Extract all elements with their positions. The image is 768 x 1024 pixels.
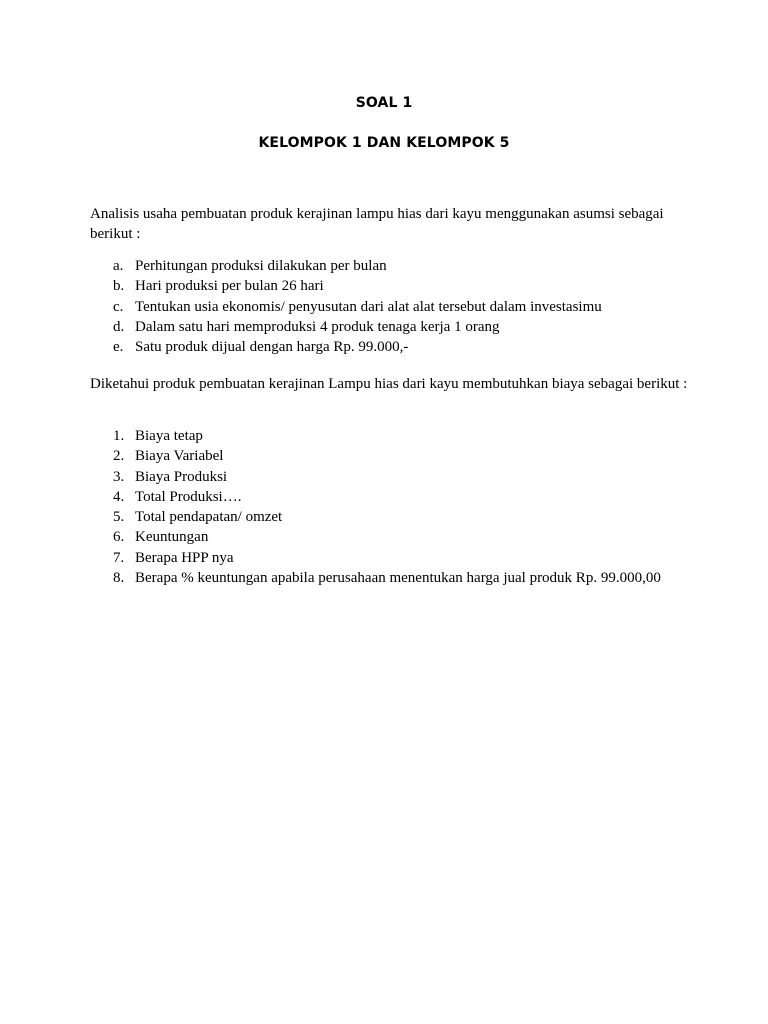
assumptions-intro: Analisis usaha pembuatan produk kerajinan lampu hias dari kayu menggunakan asumsi sebagai berikut : [90,206,664,242]
list-item-text: Berapa % keuntungan apabila perusahaan menentukan harga jual produk Rp. 99.000,00 [135,570,661,587]
list-marker: 4. [113,488,125,505]
list-item-text: Satu produk dijual dengan harga Rp. 99.000,- [135,339,409,356]
questions-list [90,426,710,588]
list-marker: b. [113,278,125,295]
list-item [90,256,710,276]
list-item-text: Tentukan usia ekonomis/ penyusutan dari alat alat tersebut dalam investasimu [135,298,602,315]
list-item-text: Perhitungan produksi dilakukan per bulan [135,258,387,274]
list-item [90,446,710,466]
list-item-text: Biaya Variabel [135,448,224,465]
list-item [90,337,710,357]
list-item-text: Dalam satu hari memproduksi 4 produk tenaga kerja 1 orang [135,318,500,335]
list-marker: 8. [113,570,125,587]
assumptions-list [90,256,710,357]
list-item [90,317,710,337]
list-item-text: Biaya Produksi [135,468,228,485]
list-item-text: Berapa HPP nya [135,549,234,566]
list-marker: 7. [113,549,125,566]
list-item [90,507,710,527]
list-marker: c. [113,298,124,315]
list-item-text: Keuntungan [135,529,209,546]
list-item-text: Total pendapatan/ omzet [135,509,283,526]
document-subtitle: KELOMPOK 1 DAN KELOMPOK 5 [258,135,510,151]
list-marker: 1. [113,428,125,444]
list-item-text: Biaya tetap [135,428,203,444]
list-marker: 3. [113,468,125,485]
list-item [90,568,710,588]
costs-intro: Diketahui produk pembuatan kerajinan Lampu hias dari kayu membutuhkan biaya sebagai berikut : [90,376,688,392]
document-title: SOAL 1 [355,95,413,111]
list-marker: 5. [113,509,125,526]
list-item [90,527,710,547]
list-item [90,467,710,487]
list-item [90,297,710,317]
list-marker: 6. [113,529,125,546]
list-marker: a. [113,258,124,274]
list-item [90,548,710,568]
list-item [90,276,710,296]
list-item [90,487,710,507]
list-item-text: Hari produksi per bulan 26 hari [135,278,324,295]
list-marker: 2. [113,448,125,465]
list-marker: d. [113,318,125,335]
list-item-text: Total Produksi…. [135,488,242,505]
list-marker: e. [113,339,124,356]
list-item [90,426,710,446]
